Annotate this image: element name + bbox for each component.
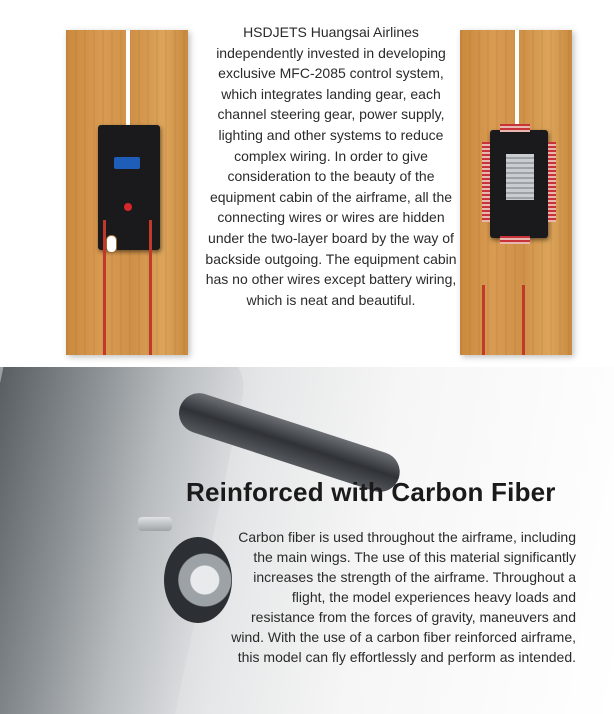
equipment-board-front-image <box>66 30 188 355</box>
equipment-board-back-image <box>460 30 572 355</box>
carbon-fiber-description: Carbon fiber is used throughout the airframe, including the main wings. The use of this material significantly increases the strength of the airframe. Throughout a flight, the model experiences heavy loads and resistance from the forces of gravity, maneuvers and wind. With the use of a carbon fiber reinforced airframe, this model can fly effortlessly and perform as intended. <box>231 529 576 665</box>
battery-wire <box>103 220 106 355</box>
battery-wire <box>149 220 152 355</box>
carbon-fiber-heading: Reinforced with Carbon Fiber <box>186 477 556 507</box>
power-button-icon <box>124 203 132 211</box>
battery-wire <box>522 285 525 355</box>
landing-gear-wheel <box>164 537 232 623</box>
landing-gear-strut <box>138 517 172 531</box>
module-screen <box>114 157 140 169</box>
control-system-description: HSDJETS Huangsai Airlines independently invested in developing exclusive MFC-2085 control system, which integrates landing gear, each channel steering gear, power supply, lighting and other systems to reduce complex wiring. In order to give consideration to the beauty of the equipment cabin of the airframe, all the connecting wires or wires are hidden under the two-layer board by the way of backside outgoing. The equipment cabin has no other wires except battery wiring, which is neat and beautiful. <box>205 24 457 308</box>
battery-wire <box>482 285 485 355</box>
module-backside <box>490 130 548 238</box>
